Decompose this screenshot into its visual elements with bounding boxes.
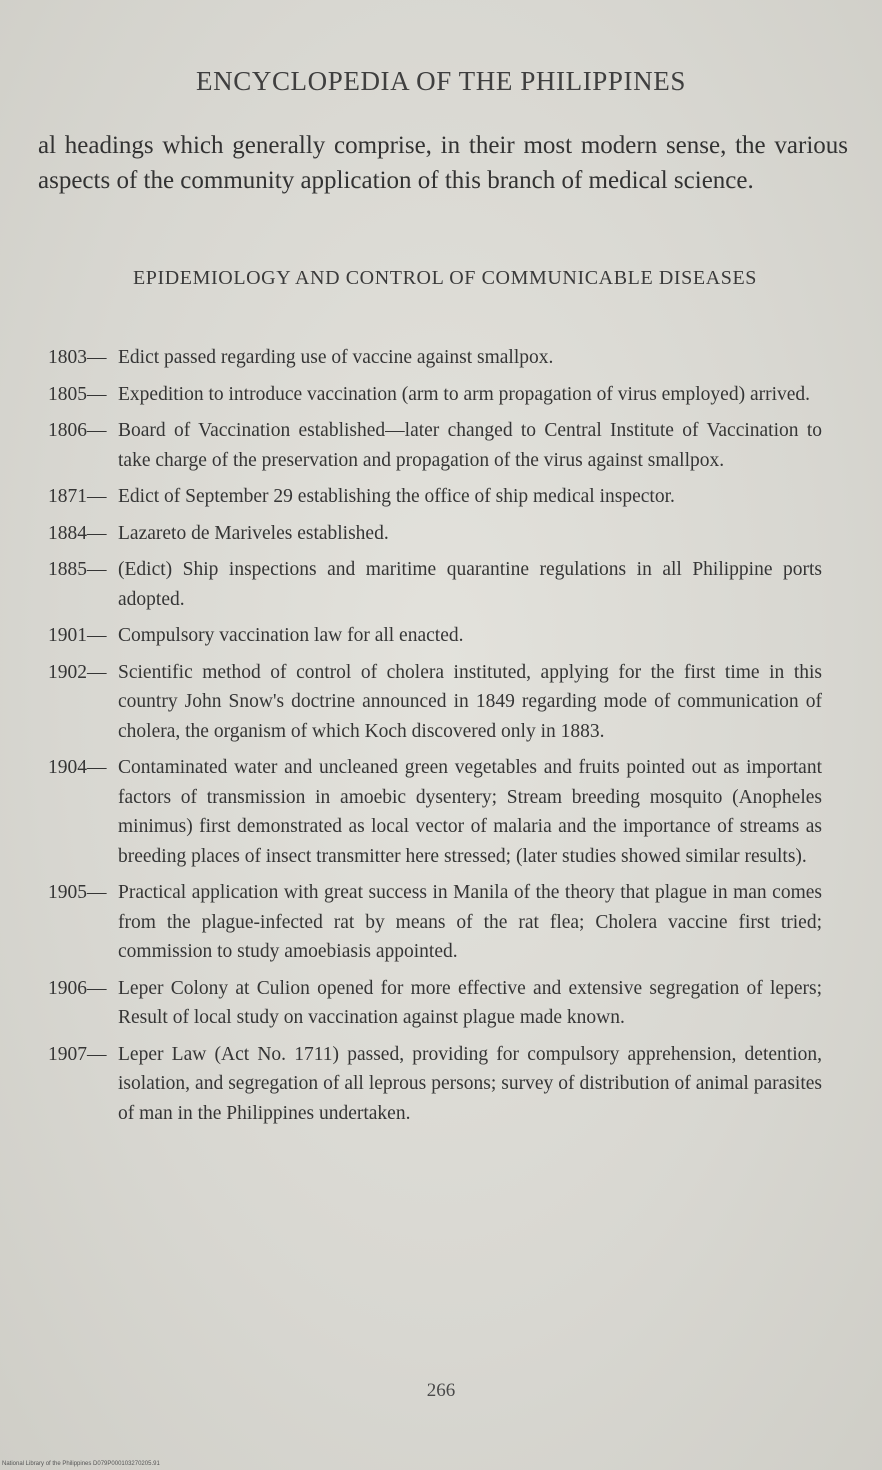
entry-year: 1907—	[48, 1043, 107, 1065]
entry-text: (Edict) Ship inspections and maritime quarantine regulations in all Philippine ports adopted.	[118, 559, 822, 610]
scan-credit: National Library of the Philippines D079P000103270205.91	[2, 1461, 160, 1467]
entry-year: 1904—	[48, 757, 107, 778]
entry-year: 1884—	[48, 522, 107, 544]
entry-year: 1905—	[48, 882, 107, 903]
entry-year: 1806—	[48, 420, 107, 441]
entry-text: Edict of September 29 establishing the office of ship medical inspector.	[118, 486, 675, 507]
list-item	[48, 555, 822, 614]
intro-paragraph: al headings which generally comprise, in their most modern sense, the various aspects of the community application of this branch of medical science.	[38, 132, 848, 194]
chronology-list	[48, 343, 822, 1135]
entry-text: Board of Vaccination established—later changed to Central Institute of Vaccination to take charge of the preservation and propagation of the virus against smallpox.	[118, 420, 822, 471]
entry-year: 1805—	[48, 383, 107, 405]
list-item	[48, 621, 822, 651]
running-head: ENCYCLOPEDIA OF THE PHILIPPINES	[196, 66, 686, 96]
page-number: 266	[426, 1380, 456, 1401]
entry-text: Edict passed regarding use of vaccine against smallpox.	[118, 347, 554, 368]
list-item	[48, 974, 822, 1033]
entry-year: 1906—	[48, 977, 107, 999]
list-item	[48, 878, 822, 967]
entry-text: Practical application with great success in Manila of the theory that plague in man comes from the plague-infected rat by means of the rat flea; Cholera vaccine first tried; commission to study amoebiasis appointed.	[118, 882, 822, 962]
entry-text: Contaminated water and uncleaned green vegetables and fruits pointed out as important factors of transmission in amoebic dysentery; Stream breeding mosquito (Anopheles minimus) first demonstrated as local vector of malaria and the importance of streams as breeding places of insect transmitter here stressed; (later studies showed similar results).	[118, 757, 822, 867]
section-heading: EPIDEMIOLOGY AND CONTROL OF COMMUNICABLE DISEASES	[132, 267, 758, 289]
entry-year: 1803—	[48, 347, 107, 368]
list-item	[48, 753, 822, 871]
list-item	[48, 416, 822, 475]
entry-text: Leper Colony at Culion opened for more effective and extensive segregation of lepers; Result of local study on vaccination against plague made known.	[118, 977, 822, 1028]
list-item	[48, 658, 822, 747]
list-item	[48, 343, 822, 373]
entry-year: 1901—	[48, 625, 107, 646]
entry-year: 1902—	[48, 661, 107, 683]
list-item	[48, 482, 822, 512]
entry-year: 1885—	[48, 559, 107, 580]
entry-text: Compulsory vaccination law for all enacted.	[118, 625, 464, 646]
list-item	[48, 380, 822, 410]
entry-text: Lazareto de Mariveles established.	[118, 522, 389, 544]
entry-text: Expedition to introduce vaccination (arm to arm propagation of virus employed) arrived.	[118, 383, 811, 405]
entry-year: 1871—	[48, 486, 107, 507]
entry-text: Leper Law (Act No. 1711) passed, providing for compulsory apprehension, detention, isolation, and segregation of all leprous persons; survey of distribution of animal parasites of man in the Philippines undertaken.	[118, 1043, 822, 1124]
list-item	[48, 519, 822, 549]
list-item	[48, 1040, 822, 1129]
entry-text: Scientific method of control of cholera instituted, applying for the first time in this country John Snow's doctrine announced in 1849 regarding mode of communication of cholera, the organism of which Koch discovered only in 1883.	[118, 661, 822, 742]
